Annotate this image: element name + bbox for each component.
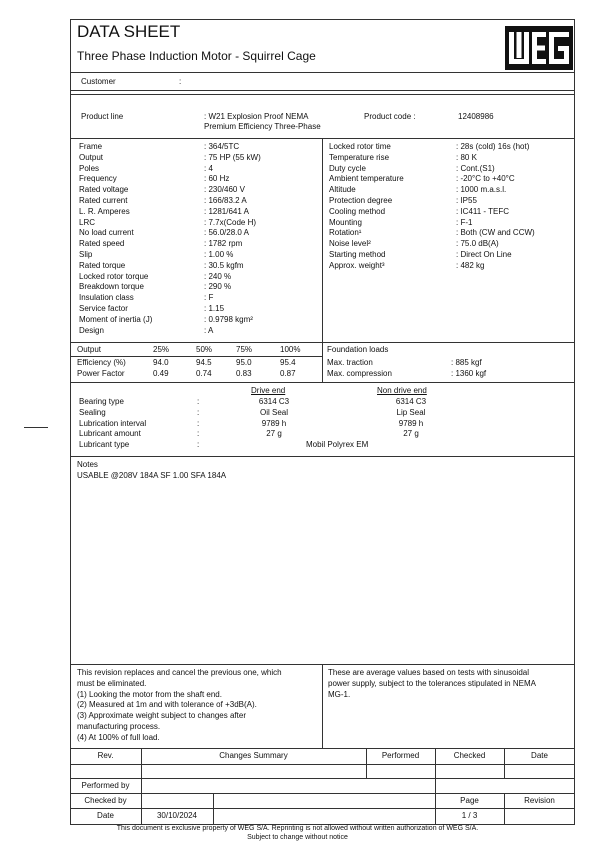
column-divider: [322, 138, 323, 382]
spec-label: Output: [79, 152, 104, 162]
drive-end-value: 6314 C3: [258, 397, 290, 406]
non-drive-end-value: Lip Seal: [396, 407, 426, 417]
performed-header: Performed: [381, 751, 420, 760]
non-drive-end-value: 9789 h: [398, 418, 424, 428]
spec-value: : 56.0/28.0 A: [204, 228, 249, 238]
spec-value: : 75.0 dB(A): [456, 239, 499, 249]
spec-value: : A: [204, 325, 214, 335]
date-header: Date: [531, 751, 548, 760]
divider: [70, 778, 575, 779]
specs-left-labels: [79, 142, 152, 336]
spec-value: : Both (CW and CCW): [456, 228, 535, 238]
max-compression-label: Max. compression: [327, 369, 392, 378]
rev-header: Rev.: [97, 751, 114, 760]
spec-value: : 166/83.2 A: [204, 195, 247, 205]
spec-label: L. R. Amperes: [79, 206, 130, 216]
spec-value: : 30.5 kgfm: [204, 260, 244, 270]
product-line-value: : W21 Explosion Proof NEMA: [204, 112, 309, 121]
remark-line: must be eliminated.: [77, 678, 147, 688]
spec-label: Insulation class: [79, 293, 134, 303]
bearing-label: Lubrication interval: [79, 418, 147, 428]
spec-label: Rotation¹: [329, 228, 362, 238]
divider: [70, 90, 575, 91]
bearing-sep: :: [197, 397, 200, 406]
spec-value: : 290 %: [204, 282, 232, 292]
spec-value: : 1.00 %: [204, 249, 234, 259]
spec-value: : 0.9798 kgm²: [204, 314, 253, 324]
page-title: DATA SHEET: [77, 22, 181, 41]
spec-label: Service factor: [79, 303, 128, 313]
divider: [70, 94, 575, 95]
product-code-label: Product code :: [364, 112, 416, 121]
divider: [70, 793, 575, 794]
remark-line: power supply, subject to the tolerances stipulated in NEMA: [328, 678, 536, 688]
spec-label: Starting method: [329, 249, 386, 259]
performed-by-label: Performed by: [81, 781, 130, 790]
spec-value: : 1281/641 A: [204, 206, 249, 216]
efficiency-75: 95.0: [236, 358, 252, 367]
performance-header-100: 100%: [280, 345, 301, 354]
margin-mark: [24, 427, 48, 428]
drive-end-value: 9789 h: [261, 418, 287, 428]
bearing-sep: :: [197, 407, 200, 417]
remark-line: (4) At 100% of full load.: [77, 732, 160, 742]
spec-value: : 60 Hz: [204, 174, 230, 184]
efficiency-label: Efficiency (%): [77, 358, 126, 367]
spec-label: Rated speed: [79, 239, 125, 249]
spec-value: : 28s (cold) 16s (hot): [456, 142, 530, 151]
max-traction-label: Max. traction: [327, 358, 373, 367]
remark-line: manufacturing process.: [77, 721, 161, 731]
spec-label: Breakdown torque: [79, 282, 144, 292]
bearing-sep: :: [197, 429, 200, 439]
divider: [70, 72, 575, 73]
bearing-label: Sealing: [79, 407, 106, 417]
spec-label: No load current: [79, 228, 134, 238]
max-traction-value: : 885 kgf: [451, 358, 482, 367]
spec-value: : 230/460 V: [204, 185, 245, 195]
spec-label: Duty cycle: [329, 163, 366, 173]
specs-right-labels: [329, 142, 404, 272]
spec-label: Slip: [79, 249, 93, 259]
power-factor-100: 0.87: [280, 369, 296, 378]
performance-header-output: Output: [77, 345, 102, 354]
spec-value: : 1.15: [204, 303, 225, 313]
customer-label: Customer: [81, 77, 116, 86]
divider: [70, 382, 575, 383]
spec-value: : 1782 rpm: [204, 239, 243, 249]
divider: [70, 808, 575, 809]
remark-line: (1) Looking the motor from the shaft end.: [77, 689, 222, 699]
remark-line: MG-1.: [328, 689, 351, 699]
remarks-right: [328, 668, 536, 700]
weg-logo: [505, 26, 573, 70]
non-drive-end-value: 27 g: [403, 429, 419, 439]
max-compression-value: : 1360 kgf: [451, 369, 487, 378]
checked-header: Checked: [453, 751, 486, 760]
spec-label: LRC: [79, 217, 96, 227]
foundation-title: Foundation loads: [327, 345, 389, 354]
specs-left-values: [204, 142, 261, 336]
customer-separator: :: [179, 77, 182, 86]
checked-by-label: Checked by: [84, 796, 127, 805]
spec-label: Approx. weight³: [329, 260, 385, 270]
remark-line: This revision replaces and cancel the previous one, which: [77, 668, 282, 677]
spec-value: : 240 %: [204, 271, 232, 281]
spec-value: : -20°C to +40°C: [456, 174, 515, 184]
power-factor-75: 0.83: [236, 369, 252, 378]
page-label: Page: [460, 796, 479, 805]
spec-value: : IP55: [456, 195, 477, 205]
page-value: 1 / 3: [461, 811, 478, 820]
bearing-label: Bearing type: [79, 397, 124, 406]
spec-label: Rated torque: [79, 260, 126, 270]
performance-header-rule: [70, 356, 322, 357]
bearing-label: Lubricant amount: [79, 429, 141, 439]
drive-end-value: Oil Seal: [259, 407, 288, 417]
spec-label: Frame: [79, 142, 103, 151]
drive-end-values: [232, 397, 316, 440]
power-factor-25: 0.49: [153, 369, 169, 378]
performance-header-50: 50%: [196, 345, 213, 354]
power-factor-label: Power Factor: [77, 369, 125, 378]
spec-label: Rated current: [79, 195, 128, 205]
power-factor-50: 0.74: [196, 369, 212, 378]
column-divider: [322, 664, 323, 748]
lubricant-type-label: Lubricant type: [79, 440, 130, 450]
performance-header-75: 75%: [236, 345, 253, 354]
spec-label: Moment of inertia (J): [79, 314, 153, 324]
spec-value: : F: [204, 293, 214, 303]
specs-right-values: [456, 142, 535, 272]
divider: [70, 456, 575, 457]
product-line-value-2: Premium Efficiency Three-Phase: [204, 122, 321, 131]
spec-value: : IC411 - TEFC: [456, 206, 510, 216]
product-line-label: Product line: [81, 112, 124, 121]
remark-line: (2) Measured at 1m and with tolerance of +3dB(A).: [77, 700, 257, 710]
divider: [70, 748, 575, 749]
spec-value: : Direct On Line: [456, 249, 512, 259]
divider: [70, 764, 575, 765]
spec-value: : 364/5TC: [204, 142, 240, 151]
non-drive-end-header: Non drive end: [377, 386, 427, 395]
notes-text: USABLE @208V 184A SF 1.00 SFA 184A: [77, 471, 227, 480]
spec-label: Design: [79, 325, 104, 335]
spec-value: : 75 HP (55 kW): [204, 152, 261, 162]
efficiency-25: 94.0: [153, 358, 169, 367]
spec-label: Locked rotor torque: [79, 271, 149, 281]
spec-label: Ambient temperature: [329, 174, 404, 184]
spec-value: : 80 K: [456, 152, 477, 162]
lubricant-type-value: Mobil Polyrex EM: [306, 440, 369, 449]
bearing-sep: :: [197, 418, 200, 428]
non-drive-end-values: [369, 397, 453, 440]
bearing-separators: [197, 397, 199, 451]
spec-label: Mounting: [329, 217, 362, 227]
performance-header-25: 25%: [153, 345, 170, 354]
spec-value: : F-1: [456, 217, 473, 227]
date-label: Date: [97, 811, 114, 820]
page-subtitle: Three Phase Induction Motor - Squirrel Cage: [77, 49, 316, 63]
spec-value: : 482 kg: [456, 260, 485, 270]
revision-label: Revision: [524, 796, 555, 805]
spec-value: : 7.7x(Code H): [204, 217, 257, 227]
bearing-labels: [79, 397, 146, 451]
drive-end-header: Drive end: [251, 386, 286, 395]
footer-copyright: This document is exclusive property of WEG S/A. Reprinting is not allowed without written authorization of WEG S/A.: [116, 825, 479, 832]
date-value: 30/10/2024: [156, 811, 198, 820]
spec-label: Temperature rise: [329, 152, 390, 162]
spec-label: Protection degree: [329, 195, 393, 205]
efficiency-50: 94.5: [196, 358, 212, 367]
notes-title: Notes: [77, 460, 98, 469]
footer-notice: Subject to change without notice: [247, 834, 348, 841]
spec-label: Cooling method: [329, 206, 386, 216]
spec-label: Poles: [79, 163, 100, 173]
remarks-left: [77, 668, 282, 744]
remark-line: These are average values based on tests with sinusoidal: [328, 668, 530, 677]
non-drive-end-value: 6314 C3: [395, 397, 427, 406]
remark-line: (3) Approximate weight subject to changes after: [77, 711, 246, 721]
column-divider: [213, 793, 214, 825]
spec-label: Frequency: [79, 174, 117, 184]
spec-label: Rated voltage: [79, 185, 129, 195]
drive-end-value: 27 g: [266, 429, 282, 439]
changes-summary-header: Changes Summary: [219, 751, 288, 760]
efficiency-100: 95.4: [280, 358, 296, 367]
spec-value: : 4: [204, 163, 213, 173]
product-code-value: 12408986: [458, 112, 494, 121]
bearing-sep: :: [197, 440, 200, 450]
spec-label: Locked rotor time: [329, 142, 391, 151]
spec-value: : 1000 m.a.s.l.: [456, 185, 507, 195]
spec-value: : Cont.(S1): [456, 163, 495, 173]
spec-label: Altitude: [329, 185, 356, 195]
spec-label: Noise level²: [329, 239, 371, 249]
